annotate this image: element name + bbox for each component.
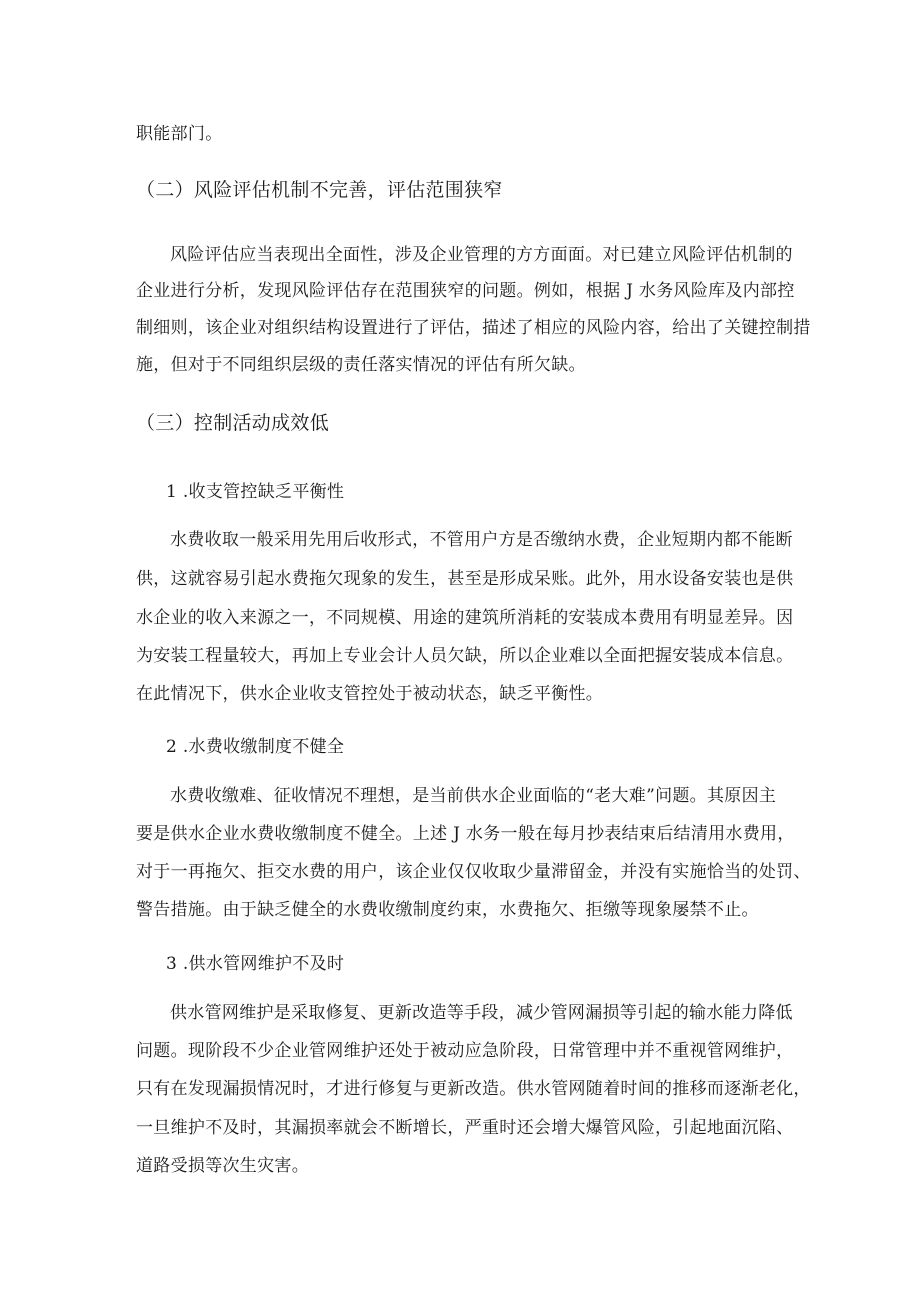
section-heading-3: （三）控制活动成效低 (136, 412, 330, 434)
sub3-para-line: 只有在发现漏损情况时，才进行修复与更新改造。供水管网随着时间的推移而逐渐老化， (136, 1079, 811, 1099)
subsection-title-1: 1 .收支管控缺乏平衡性 (166, 482, 345, 502)
sub3-para-line: 道路受损等次生灾害。 (136, 1156, 309, 1176)
sub3-para-line: 问题。现阶段不少企业管网维护还处于被动应急阶段，日常管理中并不重视管网维护， (136, 1041, 794, 1061)
sub3-para-line: 一旦维护不及时，其漏损率就会不断增长，严重时还会增大爆管风险，引起地面沉陷、 (136, 1118, 794, 1138)
subsection-title-3: 3 .供水管网维护不及时 (166, 954, 345, 974)
section2-para-line: 制细则，该企业对组织结构设置进行了评估，描述了相应的风险内容，给出了关键控制措 (136, 318, 811, 338)
sub1-para-line: 为安装工程量较大，再加上专业会计人员欠缺，所以企业难以全面把握安装成本信息。 (136, 646, 794, 666)
sub2-para-line: 对于一再拖欠、拒交水费的用户，该企业仅仅收取少量滞留金，并没有实施恰当的处罚、 (136, 862, 811, 882)
sub1-para-line: 水企业的收入来源之一，不同规模、用途的建筑所消耗的安装成本费用有明显差异。因 (136, 608, 794, 628)
section-heading-2: （二）风险评估机制不完善，评估范围狭窄 (136, 179, 503, 201)
subsection-title-2: 2 .水费收缴制度不健全 (166, 737, 345, 757)
sub1-para-line: 水费收取一般采用先用后收形式，不管用户方是否缴纳水费，企业短期内都不能断 (170, 530, 793, 550)
section2-para-line: 企业进行分析，发现风险评估存在范围狭窄的问题。例如，根据 J 水务风险库及内部控 (136, 281, 795, 301)
sub2-para-line: 警告措施。由于缺乏健全的水费收缴制度约束，水费拖欠、拒缴等现象屡禁不止。 (136, 900, 759, 920)
sub1-para-line: 在此情况下，供水企业收支管控处于被动状态，缺乏平衡性。 (136, 684, 604, 704)
sub2-para-line: 要是供水企业水费收缴制度不健全。上述 J 水务一般在每月抄表结束后结清用水费用， (136, 824, 795, 844)
section2-para-line: 施，但对于不同组织层级的责任落实情况的评估有所欠缺。 (136, 355, 586, 375)
section2-para-line: 风险评估应当表现出全面性，涉及企业管理的方方面面。对已建立风险评估机制的 (170, 245, 793, 265)
sub1-para-line: 供，这就容易引起水费拖欠现象的发生，甚至是形成呆账。此外，用水设备安装也是供 (136, 569, 794, 589)
continuation-text: 职能部门。 (136, 124, 223, 144)
sub2-para-line: 水费收缴难、征收情况不理想，是当前供水企业面临的“老大难”问题。其原因主 (170, 786, 777, 806)
sub3-para-line: 供水管网维护是采取修复、更新改造等手段，减少管网漏损等引起的输水能力降低 (170, 1003, 793, 1023)
